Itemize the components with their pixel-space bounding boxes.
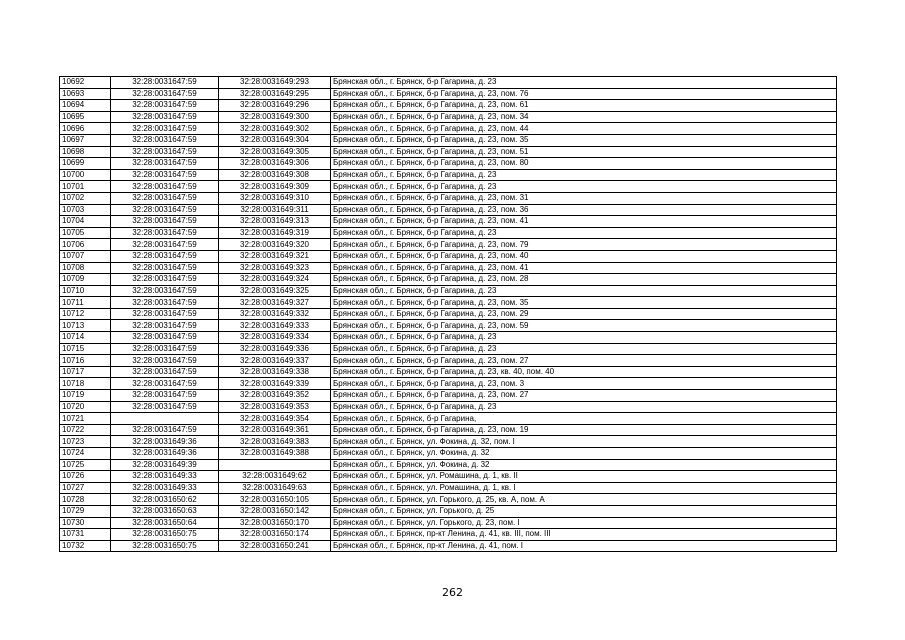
table-row (60, 471, 837, 483)
cadastral-number-cell: 32:28:0031649:332 (219, 308, 331, 320)
cadastral-number-cell: 32:28:0031649:313 (219, 216, 331, 228)
table-row (60, 494, 837, 506)
page-number: 262 (442, 586, 463, 599)
row-number-cell: 10694 (60, 100, 111, 112)
address-cell: Брянская обл., г. Брянск, б-р Гагарина, д. 23, пом. 19 (331, 424, 837, 436)
cadastral-number-cell: 32:28:0031649:310 (219, 192, 331, 204)
quarter-number-cell: 32:28:0031647:59 (111, 274, 219, 286)
table-row (60, 146, 837, 158)
quarter-number-cell: 32:28:0031650:75 (111, 529, 219, 541)
cadastral-number-cell: 32:28:0031649:353 (219, 401, 331, 413)
table-row (60, 181, 837, 193)
row-number-cell: 10712 (60, 308, 111, 320)
table-row (60, 505, 837, 517)
row-number-cell: 10731 (60, 529, 111, 541)
quarter-number-cell: 32:28:0031647:59 (111, 77, 219, 89)
quarter-number-cell (111, 413, 219, 425)
quarter-number-cell: 32:28:0031647:59 (111, 169, 219, 181)
row-number-cell: 10721 (60, 413, 111, 425)
table-row (60, 123, 837, 135)
row-number-cell: 10710 (60, 285, 111, 297)
address-cell: Брянская обл., г. Брянск, ул. Фокина, д. 32 (331, 448, 837, 460)
table-row (60, 390, 837, 402)
table-row (60, 204, 837, 216)
address-cell: Брянская обл., г. Брянск, б-р Гагарина, д. 23 (331, 227, 837, 239)
cadastral-number-cell: 32:28:0031649:383 (219, 436, 331, 448)
row-number-cell: 10726 (60, 471, 111, 483)
address-cell: Брянская обл., г. Брянск, б-р Гагарина, д. 23, пом. 59 (331, 320, 837, 332)
cadastral-number-cell: 32:28:0031649:321 (219, 250, 331, 262)
row-number-cell: 10707 (60, 250, 111, 262)
table-row (60, 192, 837, 204)
row-number-cell: 10724 (60, 448, 111, 460)
table-row (60, 216, 837, 228)
quarter-number-cell: 32:28:0031647:59 (111, 250, 219, 262)
row-number-cell: 10697 (60, 134, 111, 146)
row-number-cell: 10692 (60, 77, 111, 89)
cadastral-number-cell: 32:28:0031649:306 (219, 158, 331, 170)
cadastral-number-cell: 32:28:0031649:323 (219, 262, 331, 274)
address-cell: Брянская обл., г. Брянск, ул. Горького, д. 25 (331, 505, 837, 517)
address-cell: Брянская обл., г. Брянск, ул. Горького, д. 23, пом. I (331, 517, 837, 529)
table-row (60, 529, 837, 541)
table-row (60, 436, 837, 448)
row-number-cell: 10698 (60, 146, 111, 158)
address-cell: Брянская обл., г. Брянск, ул. Фокина, д. 32, пом. I (331, 436, 837, 448)
table-row (60, 413, 837, 425)
table-row (60, 366, 837, 378)
table-row (60, 308, 837, 320)
row-number-cell: 10703 (60, 204, 111, 216)
address-cell: Брянская обл., г. Брянск, б-р Гагарина, д. 23 (331, 401, 837, 413)
row-number-cell: 10717 (60, 366, 111, 378)
quarter-number-cell: 32:28:0031649:33 (111, 482, 219, 494)
row-number-cell: 10711 (60, 297, 111, 309)
table-row (60, 459, 837, 471)
cadastral-number-cell (219, 459, 331, 471)
address-cell: Брянская обл., г. Брянск, б-р Гагарина, д. 23, пом. 28 (331, 274, 837, 286)
quarter-number-cell: 32:28:0031647:59 (111, 204, 219, 216)
table-row (60, 448, 837, 460)
quarter-number-cell: 32:28:0031647:59 (111, 262, 219, 274)
address-cell: Брянская обл., г. Брянск, б-р Гагарина, д. 23 (331, 343, 837, 355)
quarter-number-cell: 32:28:0031647:59 (111, 355, 219, 367)
quarter-number-cell: 32:28:0031647:59 (111, 366, 219, 378)
table-row (60, 158, 837, 170)
cadastral-number-cell: 32:28:0031650:170 (219, 517, 331, 529)
quarter-number-cell: 32:28:0031647:59 (111, 146, 219, 158)
address-cell: Брянская обл., г. Брянск, б-р Гагарина, д. 23, пом. 61 (331, 100, 837, 112)
row-number-cell: 10700 (60, 169, 111, 181)
row-number-cell: 10708 (60, 262, 111, 274)
row-number-cell: 10720 (60, 401, 111, 413)
property-register-table (59, 76, 837, 552)
address-cell: Брянская обл., г. Брянск, б-р Гагарина, д. 23 (331, 181, 837, 193)
quarter-number-cell: 32:28:0031647:59 (111, 308, 219, 320)
cadastral-number-cell: 32:28:0031649:320 (219, 239, 331, 251)
row-number-cell: 10709 (60, 274, 111, 286)
quarter-number-cell: 32:28:0031647:59 (111, 181, 219, 193)
quarter-number-cell: 32:28:0031647:59 (111, 192, 219, 204)
row-number-cell: 10714 (60, 332, 111, 344)
address-cell: Брянская обл., г. Брянск, пр-кт Ленина, д. 41, пом. I (331, 540, 837, 552)
table-row (60, 262, 837, 274)
cadastral-number-cell: 32:28:0031649:304 (219, 134, 331, 146)
cadastral-number-cell: 32:28:0031649:309 (219, 181, 331, 193)
table-row (60, 517, 837, 529)
cadastral-number-cell: 32:28:0031649:296 (219, 100, 331, 112)
table-row (60, 77, 837, 89)
quarter-number-cell: 32:28:0031647:59 (111, 216, 219, 228)
address-cell: Брянская обл., г. Брянск, ул. Ромашина, д. 1, кв. I (331, 482, 837, 494)
table-row (60, 285, 837, 297)
table-row (60, 332, 837, 344)
quarter-number-cell: 32:28:0031649:36 (111, 448, 219, 460)
cadastral-number-cell: 32:28:0031649:319 (219, 227, 331, 239)
cadastral-number-cell: 32:28:0031649:305 (219, 146, 331, 158)
table-row (60, 111, 837, 123)
address-cell: Брянская обл., г. Брянск, б-р Гагарина, д. 23, пом. 35 (331, 134, 837, 146)
row-number-cell: 10729 (60, 505, 111, 517)
cadastral-number-cell: 32:28:0031649:333 (219, 320, 331, 332)
table-row (60, 540, 837, 552)
address-cell: Брянская обл., г. Брянск, б-р Гагарина, д. 23, пом. 35 (331, 297, 837, 309)
address-cell: Брянская обл., г. Брянск, б-р Гагарина, д. 23, пом. 51 (331, 146, 837, 158)
quarter-number-cell: 32:28:0031647:59 (111, 343, 219, 355)
quarter-number-cell: 32:28:0031649:33 (111, 471, 219, 483)
cadastral-number-cell: 32:28:0031650:105 (219, 494, 331, 506)
address-cell: Брянская обл., г. Брянск, б-р Гагарина, д. 23 (331, 285, 837, 297)
cadastral-number-cell: 32:28:0031649:337 (219, 355, 331, 367)
cadastral-number-cell: 32:28:0031649:308 (219, 169, 331, 181)
address-cell: Брянская обл., г. Брянск, ул. Ромашина, д. 1, кв. II (331, 471, 837, 483)
cadastral-number-cell: 32:28:0031649:354 (219, 413, 331, 425)
cadastral-number-cell: 32:28:0031650:142 (219, 505, 331, 517)
table-row (60, 227, 837, 239)
address-cell: Брянская обл., г. Брянск, б-р Гагарина, д. 23, пом. 27 (331, 390, 837, 402)
address-cell: Брянская обл., г. Брянск, б-р Гагарина, д. 23, пом. 79 (331, 239, 837, 251)
table-row (60, 297, 837, 309)
row-number-cell: 10704 (60, 216, 111, 228)
address-cell: Брянская обл., г. Брянск, пр-кт Ленина, д. 41, кв. III, пом. III (331, 529, 837, 541)
table-row (60, 401, 837, 413)
quarter-number-cell: 32:28:0031650:63 (111, 505, 219, 517)
quarter-number-cell: 32:28:0031647:59 (111, 332, 219, 344)
row-number-cell: 10696 (60, 123, 111, 135)
quarter-number-cell: 32:28:0031649:39 (111, 459, 219, 471)
quarter-number-cell: 32:28:0031647:59 (111, 100, 219, 112)
address-cell: Брянская обл., г. Брянск, б-р Гагарина, д. 23, пом. 36 (331, 204, 837, 216)
row-number-cell: 10695 (60, 111, 111, 123)
cadastral-number-cell: 32:28:0031649:334 (219, 332, 331, 344)
address-cell: Брянская обл., г. Брянск, ул. Горького, д. 25, кв. А, пом. А (331, 494, 837, 506)
table-row (60, 88, 837, 100)
address-cell: Брянская обл., г. Брянск, б-р Гагарина, д. 23, пом. 29 (331, 308, 837, 320)
table-row (60, 424, 837, 436)
cadastral-number-cell: 32:28:0031650:241 (219, 540, 331, 552)
address-cell: Брянская обл., г. Брянск, ул. Фокина, д. 32 (331, 459, 837, 471)
address-cell: Брянская обл., г. Брянск, б-р Гагарина, д. 23, пом. 41 (331, 216, 837, 228)
quarter-number-cell: 32:28:0031650:64 (111, 517, 219, 529)
table-row (60, 378, 837, 390)
quarter-number-cell: 32:28:0031647:59 (111, 297, 219, 309)
address-cell: Брянская обл., г. Брянск, б-р Гагарина, д. 23, пом. 3 (331, 378, 837, 390)
cadastral-number-cell: 32:28:0031649:295 (219, 88, 331, 100)
quarter-number-cell: 32:28:0031647:59 (111, 158, 219, 170)
table-row (60, 100, 837, 112)
row-number-cell: 10732 (60, 540, 111, 552)
row-number-cell: 10723 (60, 436, 111, 448)
table-row (60, 355, 837, 367)
quarter-number-cell: 32:28:0031647:59 (111, 111, 219, 123)
table-row (60, 482, 837, 494)
row-number-cell: 10713 (60, 320, 111, 332)
quarter-number-cell: 32:28:0031650:75 (111, 540, 219, 552)
cadastral-number-cell: 32:28:0031649:327 (219, 297, 331, 309)
quarter-number-cell: 32:28:0031650:62 (111, 494, 219, 506)
cadastral-number-cell: 32:28:0031649:302 (219, 123, 331, 135)
cadastral-number-cell: 32:28:0031649:293 (219, 77, 331, 89)
quarter-number-cell: 32:28:0031647:59 (111, 123, 219, 135)
quarter-number-cell: 32:28:0031647:59 (111, 424, 219, 436)
cadastral-number-cell: 32:28:0031649:336 (219, 343, 331, 355)
table-row (60, 169, 837, 181)
table-row (60, 250, 837, 262)
table-body (60, 77, 837, 552)
cadastral-number-cell: 32:28:0031649:300 (219, 111, 331, 123)
quarter-number-cell: 32:28:0031647:59 (111, 378, 219, 390)
quarter-number-cell: 32:28:0031649:36 (111, 436, 219, 448)
address-cell: Брянская обл., г. Брянск, б-р Гагарина, (331, 413, 837, 425)
table-row (60, 274, 837, 286)
quarter-number-cell: 32:28:0031647:59 (111, 227, 219, 239)
row-number-cell: 10701 (60, 181, 111, 193)
cadastral-number-cell: 32:28:0031649:338 (219, 366, 331, 378)
address-cell: Брянская обл., г. Брянск, б-р Гагарина, д. 23, пом. 76 (331, 88, 837, 100)
quarter-number-cell: 32:28:0031647:59 (111, 285, 219, 297)
address-cell: Брянская обл., г. Брянск, б-р Гагарина, д. 23, пом. 27 (331, 355, 837, 367)
row-number-cell: 10725 (60, 459, 111, 471)
row-number-cell: 10706 (60, 239, 111, 251)
table-row (60, 134, 837, 146)
cadastral-number-cell: 32:28:0031649:352 (219, 390, 331, 402)
row-number-cell: 10716 (60, 355, 111, 367)
address-cell: Брянская обл., г. Брянск, б-р Гагарина, д. 23, пом. 41 (331, 262, 837, 274)
cadastral-number-cell: 32:28:0031649:63 (219, 482, 331, 494)
quarter-number-cell: 32:28:0031647:59 (111, 390, 219, 402)
address-cell: Брянская обл., г. Брянск, б-р Гагарина, д. 23, кв. 40, пом. 40 (331, 366, 837, 378)
address-cell: Брянская обл., г. Брянск, б-р Гагарина, д. 23, пом. 44 (331, 123, 837, 135)
address-cell: Брянская обл., г. Брянск, б-р Гагарина, д. 23, пом. 31 (331, 192, 837, 204)
table-row (60, 320, 837, 332)
address-cell: Брянская обл., г. Брянск, б-р Гагарина, д. 23, пом. 34 (331, 111, 837, 123)
address-cell: Брянская обл., г. Брянск, б-р Гагарина, д. 23, пом. 40 (331, 250, 837, 262)
row-number-cell: 10699 (60, 158, 111, 170)
quarter-number-cell: 32:28:0031647:59 (111, 401, 219, 413)
address-cell: Брянская обл., г. Брянск, б-р Гагарина, д. 23 (331, 332, 837, 344)
table-row (60, 343, 837, 355)
cadastral-number-cell: 32:28:0031649:339 (219, 378, 331, 390)
cadastral-number-cell: 32:28:0031649:311 (219, 204, 331, 216)
quarter-number-cell: 32:28:0031647:59 (111, 320, 219, 332)
table-row (60, 239, 837, 251)
row-number-cell: 10727 (60, 482, 111, 494)
row-number-cell: 10719 (60, 390, 111, 402)
cadastral-number-cell: 32:28:0031649:325 (219, 285, 331, 297)
cadastral-number-cell: 32:28:0031649:388 (219, 448, 331, 460)
row-number-cell: 10730 (60, 517, 111, 529)
row-number-cell: 10715 (60, 343, 111, 355)
row-number-cell: 10722 (60, 424, 111, 436)
address-cell: Брянская обл., г. Брянск, б-р Гагарина, д. 23 (331, 169, 837, 181)
cadastral-number-cell: 32:28:0031650:174 (219, 529, 331, 541)
row-number-cell: 10705 (60, 227, 111, 239)
quarter-number-cell: 32:28:0031647:59 (111, 239, 219, 251)
cadastral-number-cell: 32:28:0031649:62 (219, 471, 331, 483)
quarter-number-cell: 32:28:0031647:59 (111, 88, 219, 100)
cadastral-number-cell: 32:28:0031649:361 (219, 424, 331, 436)
address-cell: Брянская обл., г. Брянск, б-р Гагарина, д. 23 (331, 77, 837, 89)
row-number-cell: 10718 (60, 378, 111, 390)
row-number-cell: 10693 (60, 88, 111, 100)
address-cell: Брянская обл., г. Брянск, б-р Гагарина, д. 23, пом. 80 (331, 158, 837, 170)
quarter-number-cell: 32:28:0031647:59 (111, 134, 219, 146)
row-number-cell: 10702 (60, 192, 111, 204)
cadastral-number-cell: 32:28:0031649:324 (219, 274, 331, 286)
row-number-cell: 10728 (60, 494, 111, 506)
